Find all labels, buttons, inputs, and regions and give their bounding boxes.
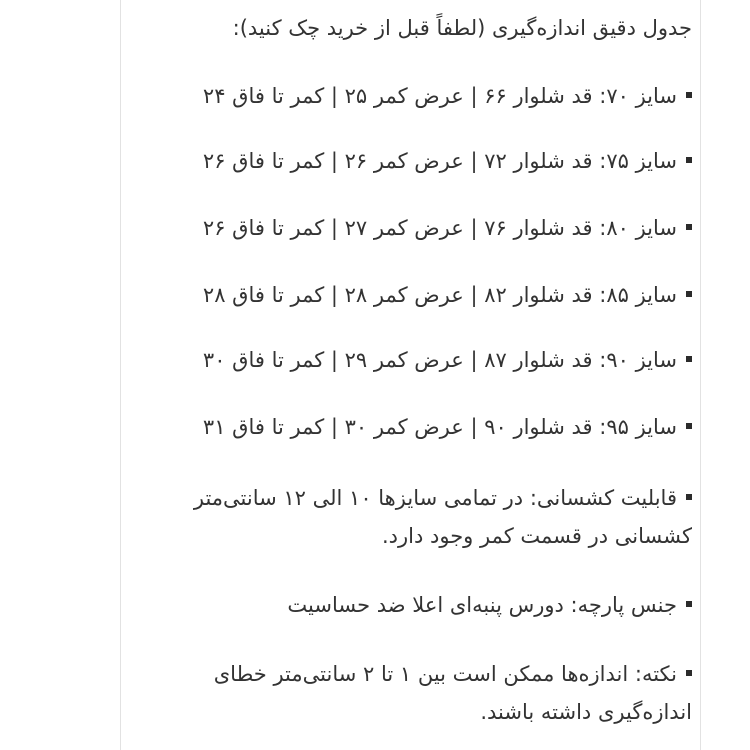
bullet-icon	[686, 92, 692, 98]
size-row-text: سایز ۷۰: قد شلوار ۶۶ | عرض کمر ۲۵ | کمر تا فاق ۲۴	[202, 84, 677, 108]
bullet-icon	[686, 423, 692, 429]
bullet-icon	[686, 291, 692, 297]
left-border	[120, 0, 121, 750]
size-row-text: سایز ۹۰: قد شلوار ۸۷ | عرض کمر ۲۹ | کمر تا فاق ۳۰	[202, 348, 677, 372]
size-row-75	[203, 143, 692, 179]
stretch-info	[128, 479, 692, 555]
size-row-85	[203, 277, 692, 313]
bullet-icon	[686, 601, 692, 607]
size-row-text: سایز ۸۵: قد شلوار ۸۲ | عرض کمر ۲۸ | کمر تا فاق ۲۸	[202, 283, 677, 307]
stretch-text: قابلیت کشسانی: در تمامی سایزها ۱۰ الی ۱۲ سانتی‌متر کشسانی در قسمت کمر وجود دارد.	[193, 486, 692, 548]
bullet-icon	[686, 494, 692, 500]
size-row-80	[203, 210, 692, 246]
measurement-note	[128, 655, 692, 731]
size-row-text: سایز ۸۰: قد شلوار ۷۶ | عرض کمر ۲۷ | کمر تا فاق ۲۶	[202, 216, 677, 240]
fabric-text: جنس پارچه: دورس پنبه‌ای اعلا ضد حساسیت	[287, 593, 677, 617]
size-chart-heading: جدول دقیق اندازه‌گیری (لطفاً قبل از خرید چک کنید):	[232, 16, 692, 40]
size-row-70	[203, 78, 692, 114]
bullet-icon	[686, 356, 692, 362]
size-row-text: سایز ۹۵: قد شلوار ۹۰ | عرض کمر ۳۰ | کمر تا فاق ۳۱	[202, 415, 677, 439]
size-row-90	[203, 342, 692, 378]
size-row-95	[203, 409, 692, 445]
note-text: نکته: اندازه‌ها ممکن است بین ۱ تا ۲ سانتی‌متر خطای اندازه‌گیری داشته باشند.	[213, 662, 692, 724]
bullet-icon	[686, 670, 692, 676]
right-border	[700, 0, 701, 750]
bullet-icon	[686, 157, 692, 163]
size-row-text: سایز ۷۵: قد شلوار ۷۲ | عرض کمر ۲۶ | کمر تا فاق ۲۶	[202, 149, 677, 173]
fabric-info	[287, 587, 692, 623]
bullet-icon	[686, 224, 692, 230]
